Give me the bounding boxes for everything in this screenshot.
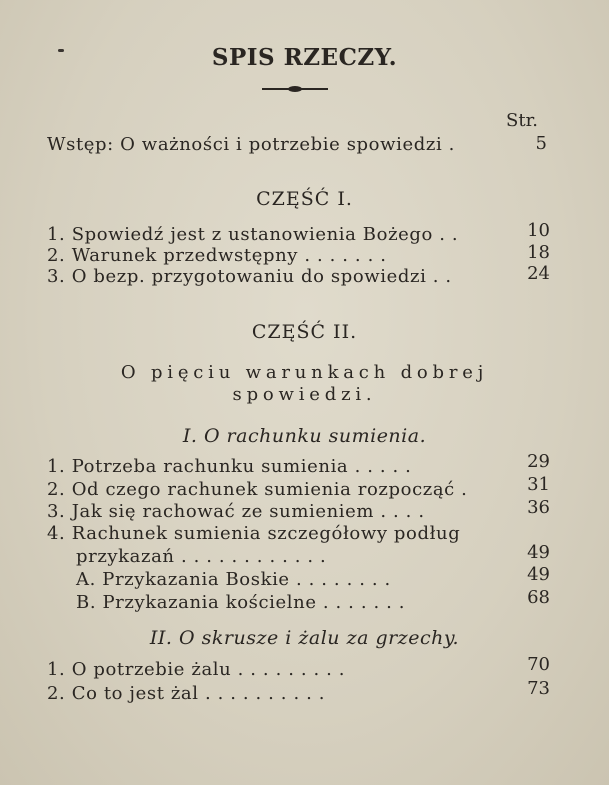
toc-page: 49 (527, 564, 550, 585)
toc-entry: 2. Co to jest żal . . . . . . . . . . (47, 683, 326, 704)
toc-page: 73 (527, 678, 550, 699)
decorative-rule (262, 88, 328, 90)
section1-heading: I. O rachunku sumienia. (182, 425, 427, 447)
intro-entry: Wstęp: O ważności i potrzebie spowiedzi . (47, 134, 455, 155)
toc-entry: przykazań . . . . . . . . . . . . (76, 546, 327, 567)
toc-page: 29 (527, 451, 550, 472)
part2-subtitle-cont: spowiedzi. (232, 384, 377, 405)
page-title: SPIS RZECZY. (211, 44, 398, 71)
toc-entry: 1. O potrzebie żalu . . . . . . . . . (47, 659, 346, 680)
toc-page: 24 (527, 263, 550, 284)
toc-entry: 3. O bezp. przygotowaniu do spowiedzi . . (47, 266, 452, 287)
toc-entry: 2. Warunek przedwstępny . . . . . . . (47, 245, 387, 266)
toc-entry: A. Przykazania Boskie . . . . . . . . (76, 569, 391, 590)
part2-heading: CZĘŚĆ II. (251, 321, 358, 343)
part2-subtitle: O pięciu warunkach dobrej (120, 362, 489, 383)
section2-heading: II. O skrusze i żalu za grzechy. (149, 627, 460, 649)
toc-page: 68 (527, 587, 550, 608)
toc-entry: 2. Od czego rachunek sumienia rozpocząć . (47, 479, 468, 500)
page-column-label: Str. (506, 110, 538, 131)
toc-entry: 3. Jak się rachować ze sumieniem . . . . (47, 501, 425, 522)
toc-page: 18 (527, 242, 550, 263)
toc-page: 49 (527, 542, 550, 563)
toc-page: 36 (527, 497, 550, 518)
toc-page: 10 (527, 220, 550, 241)
toc-entry: 1. Spowiedź jest z ustanowienia Bożego . . (47, 224, 459, 245)
toc-entry: 4. Rachunek sumienia szczegółowy podług (47, 523, 461, 544)
part1-heading: CZĘŚĆ I. (256, 188, 353, 210)
toc-entry: 1. Potrzeba rachunku sumienia . . . . . (47, 456, 412, 477)
intro-page: 5 (535, 133, 547, 154)
toc-page: 70 (527, 654, 550, 675)
toc-page: 31 (527, 474, 550, 495)
toc-entry: B. Przykazania kościelne . . . . . . . (76, 592, 406, 613)
